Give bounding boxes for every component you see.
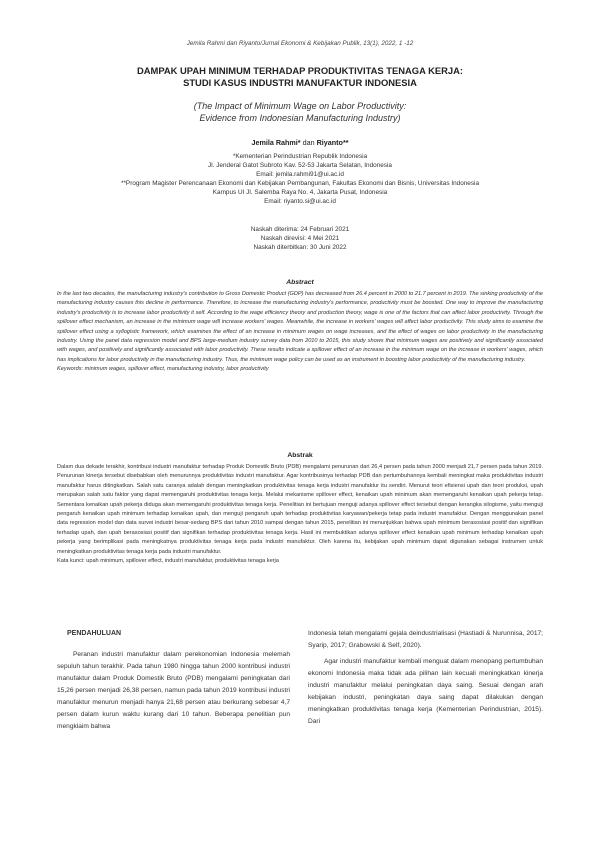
affiliation-2-email[interactable]: Email: riyanto.si@ui.ac.id [264, 198, 336, 205]
body-column-right [308, 628, 543, 728]
affiliation-1-email[interactable]: Email: jemila.rahmi91@ui.ac.id [256, 171, 344, 178]
subtitle-line-1: (The Impact of Minimum Wage on Labor Productivity: [193, 101, 407, 111]
date-accepted: Naskah diterbitkan: 30 Juni 2022 [253, 244, 347, 251]
author-conjunction: dan [302, 138, 315, 147]
affiliation-2-line-2: Kampus UI Jl. Salemba Raya No. 4, Jakarta Pusat, Indonesia [212, 189, 388, 196]
manuscript-dates [40, 225, 560, 252]
affiliation-1-line-1: *Kementerian Perindustrian Republik Indonesia [232, 153, 368, 160]
author-2: Riyanto** [316, 138, 349, 147]
abstrak-heading: Abstrak [287, 452, 313, 459]
abstrak-body: Dalam dua dekade terakhir, kontribusi industri manufaktur terhadap Produk Domestik Bruto (PDB) mengalami penurunan dari 26,4 persen pada tahun 2000 menjadi 21,7 persen pada tahun 2019. Penurunan kinerja tersebut disebabkan oleh menurunnya produktivitas industri manufaktur. Agar kontribusinya terhadap PDB dan pertumbuhannya kembali meningkat maka produktivitas industri manufaktur harus ditingkatkan. Salah satu caranya adalah dengan meningkatkan produktivitas tenaga kerja industri manufaktur itu sendiri. Menurut teori efisiensi upah dan teori produksi, upah merupakan salah satu faktor yang dapat memengaruhi produktivitas tenaga kerja. Melalui mekanisme spillover effect, kenaikan upah minimum akan memengaruhi kenaikan upah pekerja tetap. Sementara kenaikan upah pekerja diduga akan memengaruhi produktivitas tenaga kerja. Penelitian ini bertujuan menguji adanya spillover effect tersebut dengan kerangka silogisme, yaitu menguji pengaruh kenaikan upah minimum terhadap kenaikan upah, dan menguji pengaruh upah terhadap produktivitas karyawan/pekerja tetap pada industri manufaktur. Dengan menggunakan panel data regression model dan data survei industri besar-sedang BPS dari tahun 2010 sampai dengan tahun 2015, penelitian ini menunjukkan bahwa upah minimum berasosiasi positif dan signifikan terhadap upah, dan upah berasosiasi positif dan signifikan terhadap produktivitas tenaga kerja. Hasil ini membuktikan adanya spillover effect kenaikan upah minimum terhadap kenaikan upah pekerja yang berimplikasi pada meningkatnya produktivitas tenaga kerja pada industri manufaktur. Oleh karena itu, kebijakan upah minimum dapat digunakan sebagai instrumen untuk meningkatkan produktivitas tenaga kerja pada industri manufaktur. [57, 464, 543, 555]
section-heading-pendahuluan: PENDAHULUAN [67, 630, 122, 637]
abstrak-keywords: Kata kunci: upah minimum, spillover effect, industri manufaktur, produktivitas tenaga kerja [57, 558, 279, 565]
date-revised: Naskah direvisi: 4 Mei 2021 [260, 235, 340, 242]
body-column-left [57, 628, 290, 737]
date-received: Naskah diterima: 24 Februari 2021 [250, 226, 350, 233]
abstract-heading: Abstract [286, 279, 314, 286]
abstrak-section [57, 463, 543, 566]
paper-subtitle [40, 100, 560, 124]
title-line-2: STUDI KASUS INDUSTRI MANUFAKTUR INDONESIA [183, 77, 417, 88]
author-1: Jemila Rahmi* [251, 138, 301, 147]
abstract-body: In the last two decades, the manufacturing industry's contribution to Gross Domestic Product (GDP) has decreased from 26.4 percent in 2000 to 21.7 percent in 2019. The sinking productivity of the manufacturing industry causes this decline in performance. Therefore, to increase the manufacturing industry's performance, productivity must be boosted. One way to improve the manufacturing industry's productivity is to increase labor productivity it self. According to the wage efficiency theory and production theory, wage is one of the factors that can affect labor productivity. Through the spillover effect mechanism, an increase in the minimum wage will increase workers' wages. Meanwhile, the increase in workers' wages will affect labor productivity. This study aims to examine the spillover effect using a syllogistic framework, which examines the effect of an increase in minimum wages on wage increases, and the effect of wages on labor productivity in the manufacturing industry. Using the panel data regression model and BPS large-medium industry survey data from 2010 to 2015, this study shows that minimum wages are positively and significantly associated with wages, and positively and significantly associated with labor productivity. These results indicate a spillover effect of an increase in the minimum wage on the increase in workers' wages, which has implications for labor productivity in the manufacturing industry. Thus, the minimum wage policy can be used as an instrument in boosting labor productivity of the manufacturing industry. [57, 291, 543, 363]
intro-paragraph-1: Peranan industri manufaktur dalam perekonomian Indonesia melemah sepuluh tahun terakhir. Pada tahun 1980 hingga tahun 2000 kontribusi industri manufaktur dalam Produk Domestik Bruto (PDB) mengalami peningkatan dari 15,26 persen menjadi 26,38 persen, namun pada tahun 2019 kontribusi industri manufaktur menurun menjadi hanya 21,68 persen atau berkurang sebesar 4,7 persen dalam kurun waktu kurang dari 10 tahun. Beberapa penelitian pun mengklaim bahwa [57, 651, 290, 730]
affiliation-1-line-2: Jl. Jenderal Gatot Subroto Kav. 52-53 Jakarta Selatan, Indonesia [208, 162, 392, 169]
title-line-1: DAMPAK UPAH MINIMUM TERHADAP PRODUKTIVITAS TENAGA KERJA: [136, 65, 464, 76]
running-header: Jemila Rahmi dan Riyanto/Jurnal Ekonomi & Kebijakan Publik, 13(1), 2022, 1 -12 [186, 40, 414, 47]
abstract-section [57, 290, 543, 375]
subtitle-line-2: Evidence from Indonesian Manufacturing Industry) [199, 113, 401, 123]
intro-paragraph-2: Agar industri manufaktur kembali menguat dalam menopang pertumbuhan ekonomi Indonesia maka tidak ada pilihan lain kecuali meningkatkan kinerja industri manufaktur melalui peningkatan daya saing. Sesuai dengan arah kebijakan industri, peningkatan daya saing dapat dilakukan dengan meningkatkan produktivitas tenaga kerja (Kementerian Perindustrian, 2015). Dari [308, 658, 543, 725]
abstract-keywords: Keywords: minimum wages, spillover effect, manufacturing industry, labor productivity [57, 366, 269, 373]
affiliations [40, 152, 560, 206]
author-line [40, 138, 560, 147]
intro-paragraph-continued: Indonesia telah mengalami gejala deindustrialisasi (Hastiadi & Nurunnisa, 2017; Syarip, 2017; Grabowski & Self, 2020). [308, 630, 543, 649]
affiliation-2-line-1: **Program Magister Perencanaan Ekonomi dan Kebijakan Pembangunan, Fakultas Ekonomi dan Bisnis, Universitas Indonesia [120, 180, 480, 187]
paper-title [40, 65, 560, 89]
